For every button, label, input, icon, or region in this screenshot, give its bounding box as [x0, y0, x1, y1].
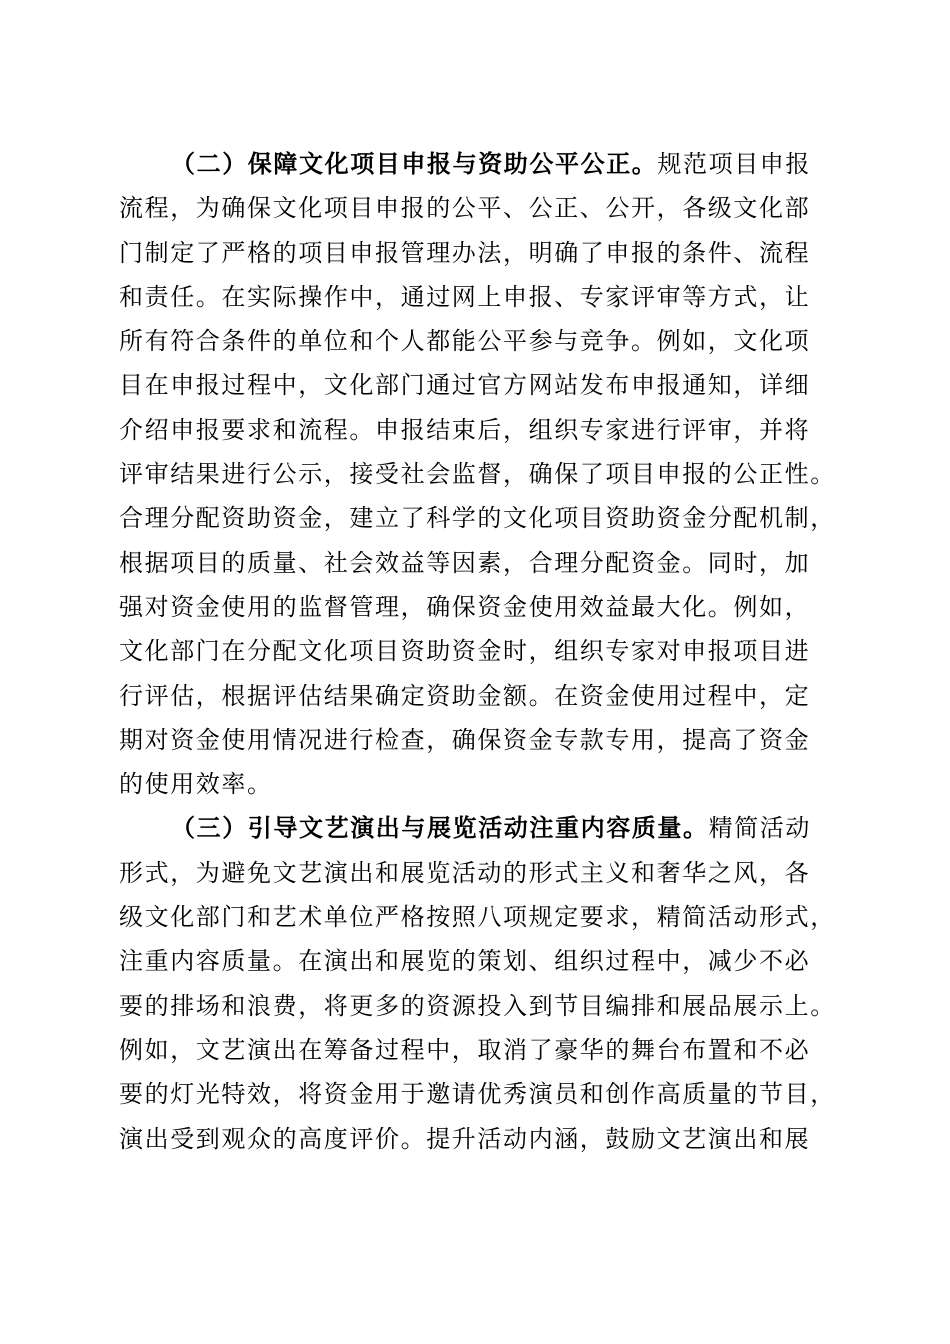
text-line: 要的灯光特效，将资金用于邀请优秀演员和创作高质量的节目，	[119, 1080, 836, 1109]
text-line: 强对资金使用的监督管理，确保资金使用效益最大化。例如，	[119, 592, 811, 621]
text-line: 文化部门在分配文化项目资助资金时，组织专家对申报项目进	[119, 637, 811, 666]
text-line: 根据项目的质量、社会效益等因素，合理分配资金。同时，加	[119, 548, 811, 577]
text-line: 要的排场和浪费，将更多的资源投入到节目编排和展品展示上。	[119, 991, 836, 1020]
text-line: 介绍申报要求和流程。申报结束后，组织专家进行评审，并将	[119, 415, 811, 444]
text-line: 形式，为避免文艺演出和展览活动的形式主义和奢华之风，各	[119, 858, 811, 887]
text-line: 的使用效率。	[119, 770, 273, 799]
text-line: 所有符合条件的单位和个人都能公平参与竞争。例如，文化项	[119, 327, 811, 356]
text-line: 评审结果进行公示，接受社会监督，确保了项目申报的公正性。	[119, 460, 836, 489]
text-line: 演出受到观众的高度评价。提升活动内涵，鼓励文艺演出和展	[119, 1124, 811, 1153]
text-line: 行评估，根据评估结果确定资助金额。在资金使用过程中，定	[119, 681, 811, 710]
text-line: 和责任。在实际操作中，通过网上申报、专家评审等方式，让	[119, 282, 811, 311]
text-line: 流程，为确保文化项目申报的公平、公正、公开，各级文化部	[119, 194, 811, 223]
text-line: 目在申报过程中，文化部门通过官方网站发布申报通知，详细	[119, 371, 811, 400]
text-line: 门制定了严格的项目申报管理办法，明确了申报的条件、流程	[119, 238, 811, 267]
section-two-heading: （二）保障文化项目申报与资助公平公正。	[171, 149, 658, 178]
line-text: 精简活动	[708, 814, 812, 843]
text-line: 注重内容质量。在演出和展览的策划、组织过程中，减少不必	[119, 947, 811, 976]
section-three-first-line	[119, 806, 839, 850]
line-text: 规范项目申报	[657, 150, 812, 178]
text-line: 期对资金使用情况进行检查，确保资金专款专用，提高了资金	[119, 725, 811, 754]
text-line: 级文化部门和艺术单位严格按照八项规定要求，精简活动形式，	[119, 903, 836, 932]
document-body	[119, 142, 839, 1161]
section-three-heading: （三）引导文艺演出与展览活动注重内容质量。	[171, 813, 709, 843]
section-two-first-line	[119, 142, 839, 186]
text-line: 合理分配资助资金，建立了科学的文化项目资助资金分配机制，	[119, 504, 836, 533]
text-line: 例如，文艺演出在筹备过程中，取消了豪华的舞台布置和不必	[119, 1035, 811, 1064]
